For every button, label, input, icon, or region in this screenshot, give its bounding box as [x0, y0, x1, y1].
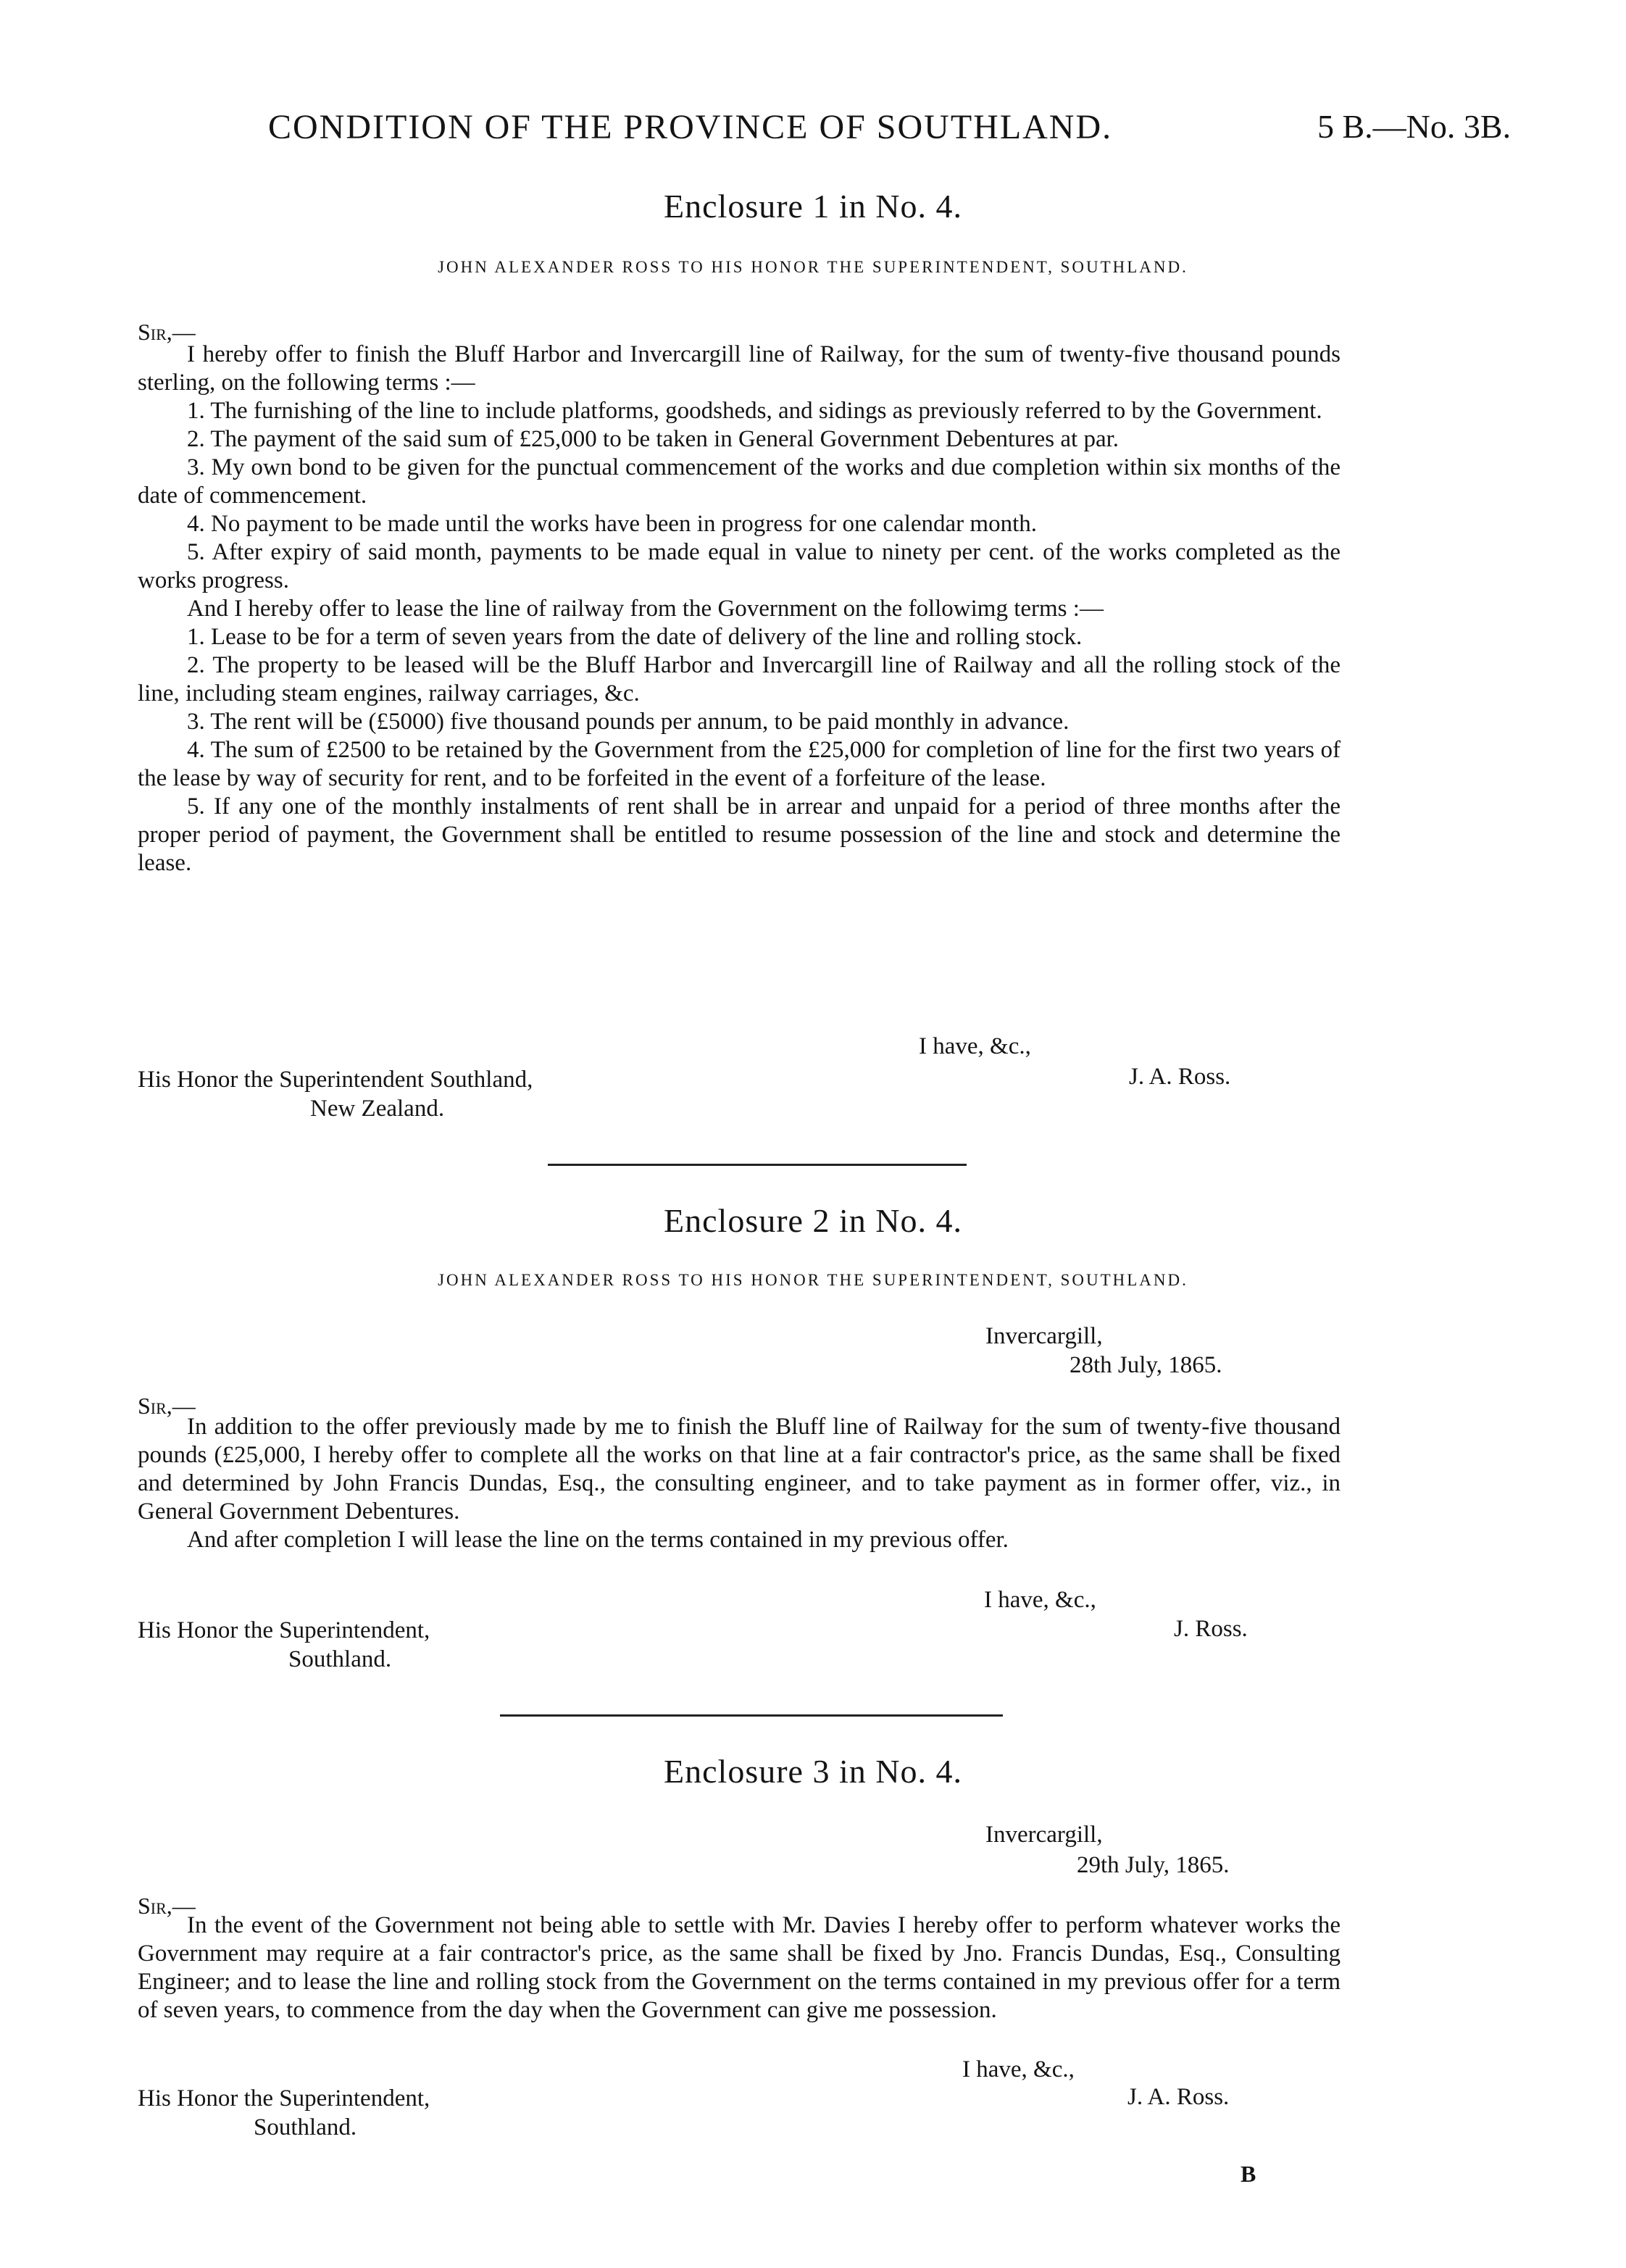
enclosure-2-addressee: His Honor the Superintendent,: [138, 1617, 430, 1643]
enclosure-3-salutation: Sir,—: [138, 1893, 196, 1919]
enclosure-3-addressee-place: Southland.: [254, 2114, 357, 2140]
lease-term: 5. If any one of the monthly instalments of rent shall be in arrear and unpaid for a period of three months after the proper period of payment, the Government shall be entitled to resume possession of the line and stock and determine the lease.: [138, 793, 1341, 876]
section-divider: [548, 1164, 967, 1166]
enclosure-2-subheading: JOHN ALEXANDER ROSS TO HIS HONOR THE SUPERINTENDENT, SOUTHLAND.: [438, 1271, 1188, 1289]
lease-intro: And I hereby offer to lease the line of railway from the Government on the followimg terms :—: [187, 596, 1104, 622]
enclosure-1-subheading: JOHN ALEXANDER ROSS TO HIS HONOR THE SUPERINTENDENT, SOUTHLAND.: [438, 258, 1188, 276]
lease-term: 1. Lease to be for a term of seven years from the date of delivery of the line and rolling stock.: [187, 624, 1083, 650]
lease-term: 2. The property to be leased will be the Bluff Harbor and Invercargill line of Railway and all the rolling stock of the line, including steam engines, railway carriages, &c.: [138, 652, 1341, 706]
enclosure-3-closing: I have, &c.,: [962, 2056, 1075, 2083]
signature-mark: B: [1241, 2161, 1256, 2187]
enclosure-1-heading: Enclosure 1 in No. 4.: [664, 188, 962, 225]
lease-term: 3. The rent will be (£5000) five thousand pounds per annum, to be paid monthly in advance.: [187, 709, 1070, 735]
offer-term: 5. After expiry of said month, payments to be made equal in value to ninety per cent. of the works completed as the works progress.: [138, 539, 1341, 593]
lease-term: 4. The sum of £2500 to be retained by the Government from the £25,000 for completion of line for the first two years of the lease by way of security for rent, and to be forfeited in the event of a forfeiture of the lease.: [138, 737, 1341, 791]
enclosure-2-date: 28th July, 1865.: [1070, 1352, 1222, 1378]
enclosure-2-salutation: Sir,—: [138, 1393, 196, 1419]
enclosure-2-body: In addition to the offer previously made by me to finish the Bluff line of Railway for the sum of twenty-five thousand pounds (£25,000, I hereby offer to complete all the works on that line at a fair contractor's price, as the same shall be fixed and determined by John Francis Dundas, Esq., the consulting engineer, and to take payment as in former offer, viz., in General Government Debentures. And after completion I will lease the line on the terms contained in my previous offer.: [138, 1414, 1341, 1553]
page-title: CONDITION OF THE PROVINCE OF SOUTHLAND.: [268, 108, 1113, 146]
enclosure-1-body: [138, 341, 1341, 877]
enclosure-2-heading: Enclosure 2 in No. 4.: [664, 1202, 962, 1239]
section-divider: [500, 1714, 1003, 1717]
enclosure-3-body: In the event of the Government not being able to settle with Mr. Davies I hereby offer to perform whatever works the Government may require at a fair contractor's price, as the same shall be fixed by Jno. Francis Dundas, Esq., Consulting Engineer; and to lease the line and rolling stock from the Government on the terms contained in my previous offer for a term of seven years, to commence from the day when the Government can give me possession.: [138, 1912, 1341, 2023]
enclosure-1-salutation: Sir,—: [138, 319, 196, 345]
enclosure-3-signature: J. A. Ross.: [1127, 2084, 1230, 2110]
enclosure-3-heading: Enclosure 3 in No. 4.: [664, 1753, 962, 1790]
page-reference: 5 B.—No. 3B.: [1317, 108, 1512, 145]
enclosure-1-addressee-place: New Zealand.: [310, 1096, 445, 1122]
enclosure-2-place: Invercargill,: [985, 1323, 1103, 1349]
enclosure-1-closing: I have, &c.,: [919, 1033, 1031, 1059]
enclosure-2-signature: J. Ross.: [1174, 1616, 1248, 1642]
enclosure-3-date: 29th July, 1865.: [1077, 1852, 1230, 1878]
enclosure-3-addressee: His Honor the Superintendent,: [138, 2085, 430, 2111]
enclosure-2-closing: I have, &c.,: [984, 1587, 1096, 1613]
offer-term: 4. No payment to be made until the works have been in progress for one calendar month.: [187, 511, 1037, 537]
enclosure-3-place: Invercargill,: [985, 1822, 1103, 1848]
offer-term: 2. The payment of the said sum of £25,000 to be taken in General Government Debentures at par.: [187, 426, 1120, 452]
offer-term: 3. My own bond to be given for the punctual commencement of the works and due completion within six months of the date of commencement.: [138, 454, 1341, 509]
enclosure-1-addressee: His Honor the Superintendent Southland,: [138, 1067, 533, 1093]
enclosure-1-intro: I hereby offer to finish the Bluff Harbor and Invercargill line of Railway, for the sum of twenty-five thousand pounds sterling, on the following terms :—: [138, 341, 1341, 396]
enclosure-1-signature: J. A. Ross.: [1129, 1064, 1231, 1090]
offer-term: 1. The furnishing of the line to include platforms, goodsheds, and sidings as previously referred to by the Government.: [187, 398, 1322, 424]
enclosure-2-addressee-place: Southland.: [288, 1646, 392, 1672]
